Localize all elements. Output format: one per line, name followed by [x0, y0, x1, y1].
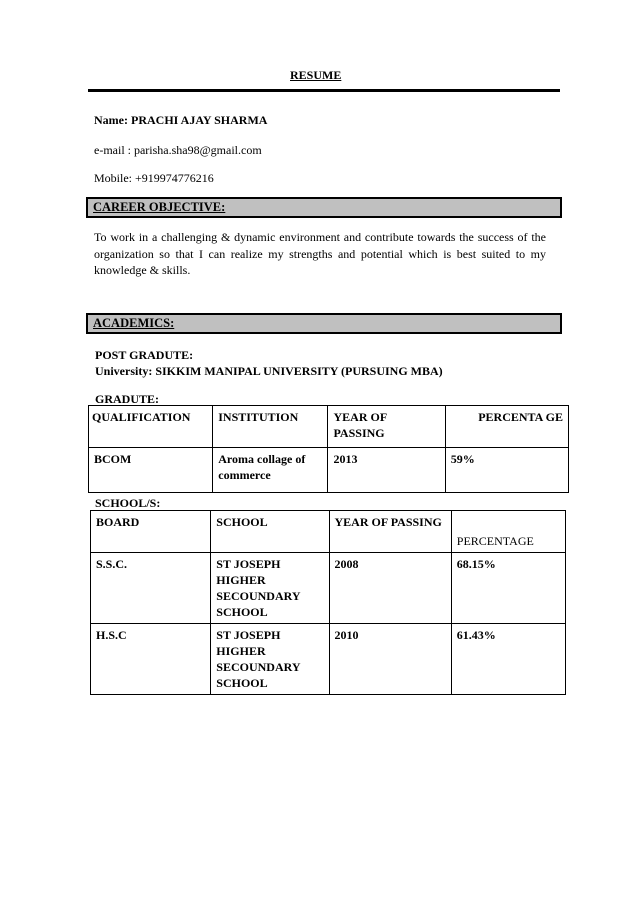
table-row	[91, 553, 566, 624]
career-objective-heading: CAREER OBJECTIVE:	[93, 200, 226, 214]
academics-heading: ACADEMICS:	[93, 316, 175, 330]
table-cell: ST JOSEPH HIGHER SECOUNDARY SCHOOL	[211, 553, 329, 624]
table-cell: BCOM	[89, 448, 213, 493]
school-label: SCHOOL/S:	[95, 496, 161, 510]
header-cell: YEAR OF PASSING	[329, 511, 451, 553]
header-cell: QUALIFICATION	[89, 406, 213, 448]
header-cell: PERCENTAGE	[451, 511, 565, 553]
header-cell: BOARD	[91, 511, 211, 553]
career-objective-text: To work in a challenging & dynamic environment and contribute towards the success of the organization so that I can realize my strengths and potential which is best suited to my knowledge & skills.	[94, 230, 546, 277]
table-cell: ST JOSEPH HIGHER SECOUNDARY SCHOOL	[211, 624, 329, 695]
table-cell: 61.43%	[451, 624, 565, 695]
header-cell: YEAR OF PASSING	[328, 406, 445, 448]
school-table	[90, 510, 566, 695]
table-row	[89, 448, 569, 493]
graduation-table	[88, 405, 569, 493]
table-cell: 2010	[329, 624, 451, 695]
table-header-row	[91, 511, 566, 553]
header-cell: SCHOOL	[211, 511, 329, 553]
table-header-row	[89, 406, 569, 448]
table-row	[91, 624, 566, 695]
table-cell: H.S.C	[91, 624, 211, 695]
table-cell: 68.15%	[451, 553, 565, 624]
header-cell: PERCENTA GE	[445, 406, 568, 448]
name-line: Name: PRACHI AJAY SHARMA	[94, 113, 268, 127]
table-cell: 2008	[329, 553, 451, 624]
post-grad-university: University: SIKKIM MANIPAL UNIVERSITY (PURSUING MBA)	[95, 364, 443, 378]
academics-bar	[86, 313, 562, 334]
title-divider	[88, 89, 560, 92]
table-cell: Aroma collage of commerce	[213, 448, 328, 493]
post-grad-label: POST GRADUTE:	[95, 348, 194, 362]
email-line: e-mail : parisha.sha98@gmail.com	[94, 143, 262, 157]
table-cell: S.S.C.	[91, 553, 211, 624]
career-objective-bar	[86, 197, 562, 218]
table-cell: 2013	[328, 448, 445, 493]
resume-title: RESUME	[290, 68, 342, 82]
grad-label: GRADUTE:	[95, 392, 160, 406]
table-cell: 59%	[445, 448, 568, 493]
mobile-line: Mobile: +919974776216	[94, 171, 214, 185]
header-cell: INSTITUTION	[213, 406, 328, 448]
